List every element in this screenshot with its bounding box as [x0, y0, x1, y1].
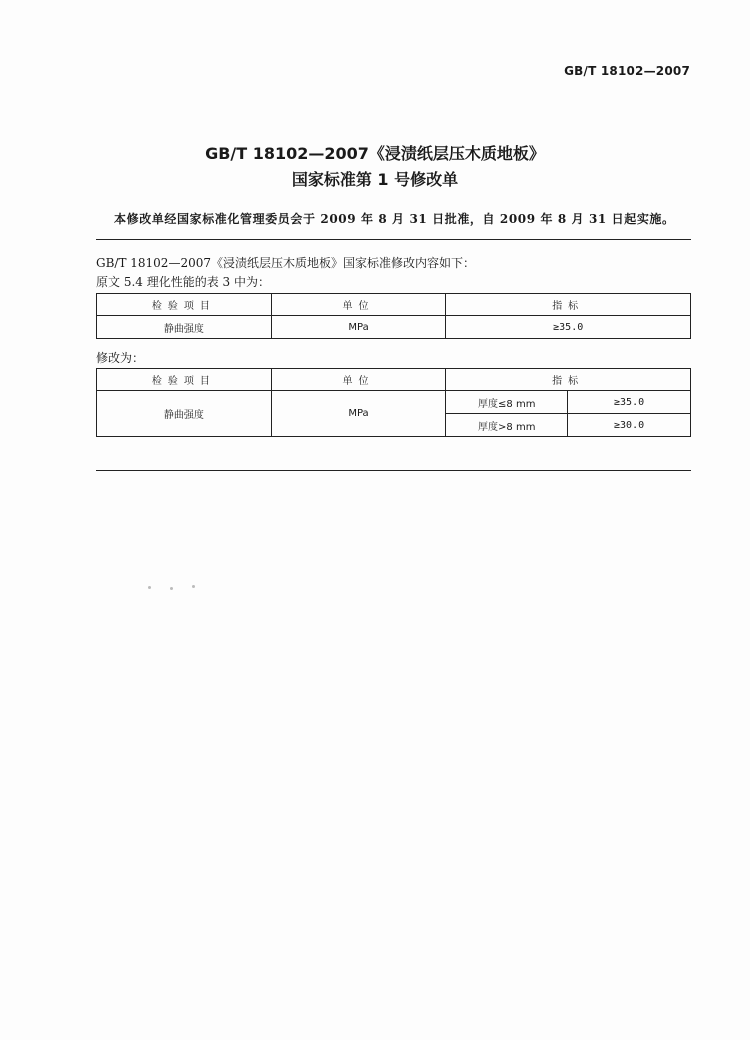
- table-row: [97, 391, 691, 414]
- cell-value: ≥35.0: [446, 316, 691, 339]
- cell-value: ≥30.0: [568, 414, 691, 437]
- header-index: 指标: [446, 294, 691, 316]
- intro-text: GB/T 18102—2007《浸渍纸层压木质地板》国家标准修改内容如下：: [96, 256, 475, 270]
- cell-item: 静曲强度: [97, 391, 272, 437]
- header-test-item: 检验项目: [97, 369, 272, 391]
- cell-value: ≥35.0: [568, 391, 691, 414]
- cell-item: 静曲强度: [97, 316, 272, 339]
- title-line-1: GB/T 18102—2007《浸渍纸层压木质地板》: [205, 144, 545, 163]
- title-line-2: 国家标准第 1 号修改单: [291, 170, 459, 189]
- scan-artifact-dots: [148, 585, 208, 591]
- header-index: 指标: [446, 369, 691, 391]
- revised-spec-table: [96, 368, 691, 437]
- top-divider: [96, 239, 691, 240]
- revised-label: 修改为：: [96, 351, 145, 365]
- document-title: [0, 142, 750, 192]
- table-header-row: [97, 369, 691, 391]
- table-header-row: [97, 294, 691, 316]
- header-unit: 单位: [271, 294, 446, 316]
- approval-note: 本修改单经国家标准化管理委员会于 2009 年 8 月 31 日批准，自 2009 年 8 月 31 日起实施。: [114, 212, 675, 226]
- cell-condition: 厚度>8 mm: [446, 414, 568, 437]
- bottom-divider: [96, 470, 691, 471]
- original-spec-table: [96, 293, 691, 339]
- table-row: [97, 316, 691, 339]
- header-test-item: 检验项目: [97, 294, 272, 316]
- cell-unit: MPa: [271, 316, 446, 339]
- cell-condition: 厚度≤8 mm: [446, 391, 568, 414]
- original-label: 原文 5.4 理化性能的表 3 中为：: [96, 275, 270, 289]
- cell-unit: MPa: [271, 391, 446, 437]
- header-unit: 单位: [271, 369, 446, 391]
- standard-code-header: GB/T 18102—2007: [564, 64, 690, 78]
